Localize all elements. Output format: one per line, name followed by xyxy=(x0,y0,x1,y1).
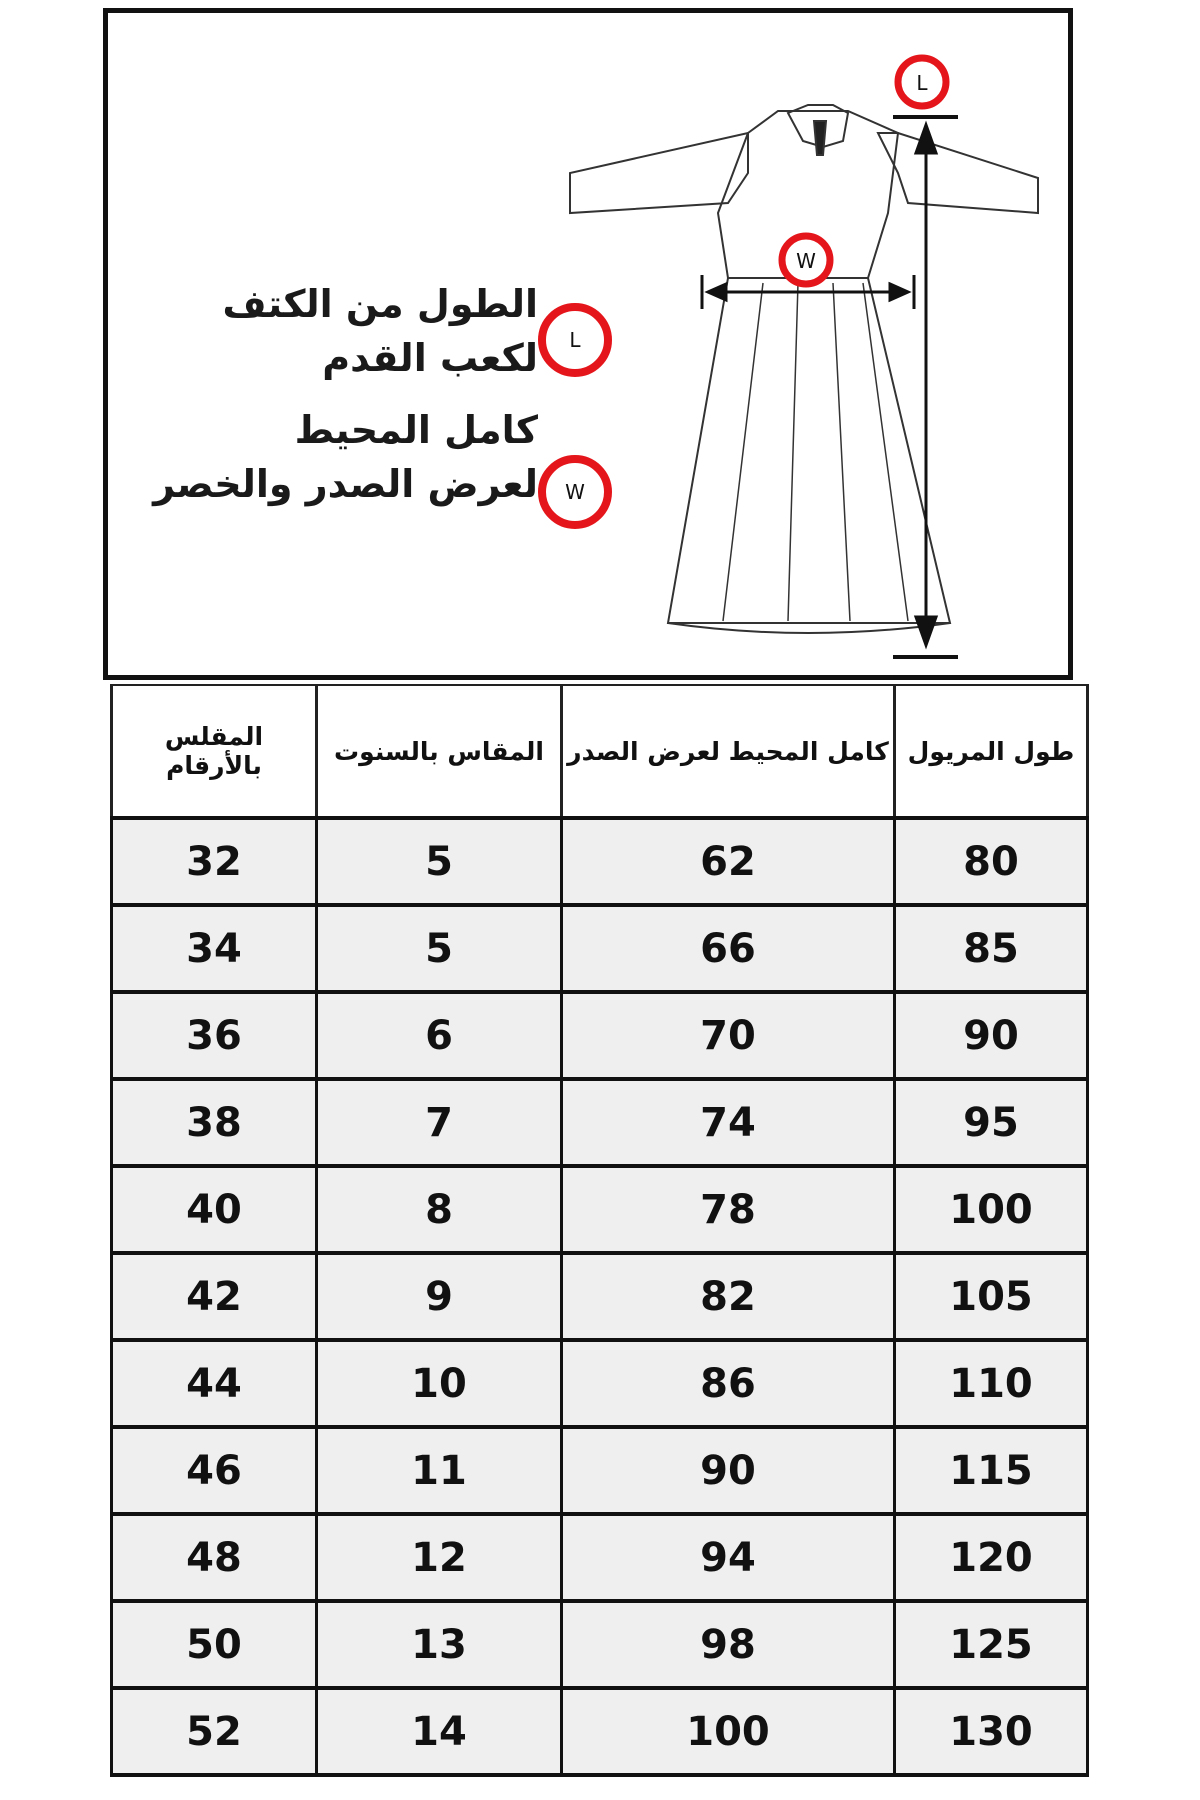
cell-size-number: 40 xyxy=(112,1166,317,1253)
cell-chest: 74 xyxy=(562,1079,895,1166)
cell-dress-length: 130 xyxy=(895,1688,1088,1775)
measurement-diagram-panel xyxy=(103,8,1073,680)
cell-chest: 78 xyxy=(562,1166,895,1253)
cell-size-number: 46 xyxy=(112,1427,317,1514)
cell-dress-length: 105 xyxy=(895,1253,1088,1340)
legend-length-line2: لكعب القدم xyxy=(322,336,538,380)
length-marker-legend xyxy=(538,303,612,377)
width-marker-diagram-label: W xyxy=(796,249,816,273)
cell-size-years: 5 xyxy=(317,818,562,905)
cell-chest: 62 xyxy=(562,818,895,905)
table-row xyxy=(112,1427,1088,1514)
cell-size-years: 14 xyxy=(317,1688,562,1775)
right-sleeve-outline xyxy=(878,133,1038,213)
table-row xyxy=(112,1079,1088,1166)
cell-size-number: 50 xyxy=(112,1601,317,1688)
length-marker-diagram-label: L xyxy=(916,71,928,95)
left-sleeve-outline xyxy=(570,133,748,213)
hem-curve xyxy=(668,623,950,633)
skirt-outline xyxy=(668,278,950,623)
table-row xyxy=(112,1601,1088,1688)
cell-chest: 100 xyxy=(562,1688,895,1775)
cell-chest: 66 xyxy=(562,905,895,992)
cell-chest: 94 xyxy=(562,1514,895,1601)
cell-chest: 86 xyxy=(562,1340,895,1427)
legend-length-text xyxy=(223,277,538,385)
header-size-numbers: المقلس بالأرقام xyxy=(112,685,317,818)
legend-width-line2: لعرض الصدر والخصر xyxy=(153,462,538,506)
cell-size-years: 13 xyxy=(317,1601,562,1688)
cell-dress-length: 125 xyxy=(895,1601,1088,1688)
legend-width-line1: كامل المحيط xyxy=(294,408,538,452)
legend-length-line1: الطول من الكتف xyxy=(222,282,538,326)
cell-dress-length: 100 xyxy=(895,1166,1088,1253)
cell-size-number: 52 xyxy=(112,1688,317,1775)
cell-size-years: 12 xyxy=(317,1514,562,1601)
cell-chest: 90 xyxy=(562,1427,895,1514)
header-chest-circumference: كامل المحيط لعرض الصدر xyxy=(562,685,895,818)
cell-size-years: 8 xyxy=(317,1166,562,1253)
cell-size-number: 36 xyxy=(112,992,317,1079)
cell-size-years: 7 xyxy=(317,1079,562,1166)
table-row xyxy=(112,1688,1088,1775)
table-row xyxy=(112,1166,1088,1253)
collar-tie xyxy=(814,121,826,155)
cell-chest: 70 xyxy=(562,992,895,1079)
cell-size-years: 11 xyxy=(317,1427,562,1514)
cell-dress-length: 115 xyxy=(895,1427,1088,1514)
cell-dress-length: 90 xyxy=(895,992,1088,1079)
header-dress-length: طول المريول xyxy=(895,685,1088,818)
cell-chest: 98 xyxy=(562,1601,895,1688)
table-row xyxy=(112,992,1088,1079)
cell-chest: 82 xyxy=(562,1253,895,1340)
cell-size-years: 9 xyxy=(317,1253,562,1340)
length-marker-legend-label: L xyxy=(569,328,581,352)
cell-dress-length: 95 xyxy=(895,1079,1088,1166)
header-size-years: المقاس بالسنوت xyxy=(317,685,562,818)
cell-size-number: 44 xyxy=(112,1340,317,1427)
size-chart-table xyxy=(110,684,1089,1777)
cell-dress-length: 80 xyxy=(895,818,1088,905)
cell-size-number: 42 xyxy=(112,1253,317,1340)
legend-width-text xyxy=(153,403,538,511)
table-row xyxy=(112,818,1088,905)
table-row xyxy=(112,1340,1088,1427)
cell-dress-length: 120 xyxy=(895,1514,1088,1601)
cell-size-number: 48 xyxy=(112,1514,317,1601)
cell-size-years: 6 xyxy=(317,992,562,1079)
cell-dress-length: 110 xyxy=(895,1340,1088,1427)
cell-size-number: 34 xyxy=(112,905,317,992)
cell-dress-length: 85 xyxy=(895,905,1088,992)
width-marker-legend-label: W xyxy=(565,480,585,504)
cell-size-years: 5 xyxy=(317,905,562,992)
width-marker-legend xyxy=(538,455,612,529)
table-row xyxy=(112,1514,1088,1601)
cell-size-years: 10 xyxy=(317,1340,562,1427)
table-row xyxy=(112,905,1088,992)
cell-size-number: 32 xyxy=(112,818,317,905)
cell-size-number: 38 xyxy=(112,1079,317,1166)
table-header-row xyxy=(112,685,1088,818)
table-row xyxy=(112,1253,1088,1340)
